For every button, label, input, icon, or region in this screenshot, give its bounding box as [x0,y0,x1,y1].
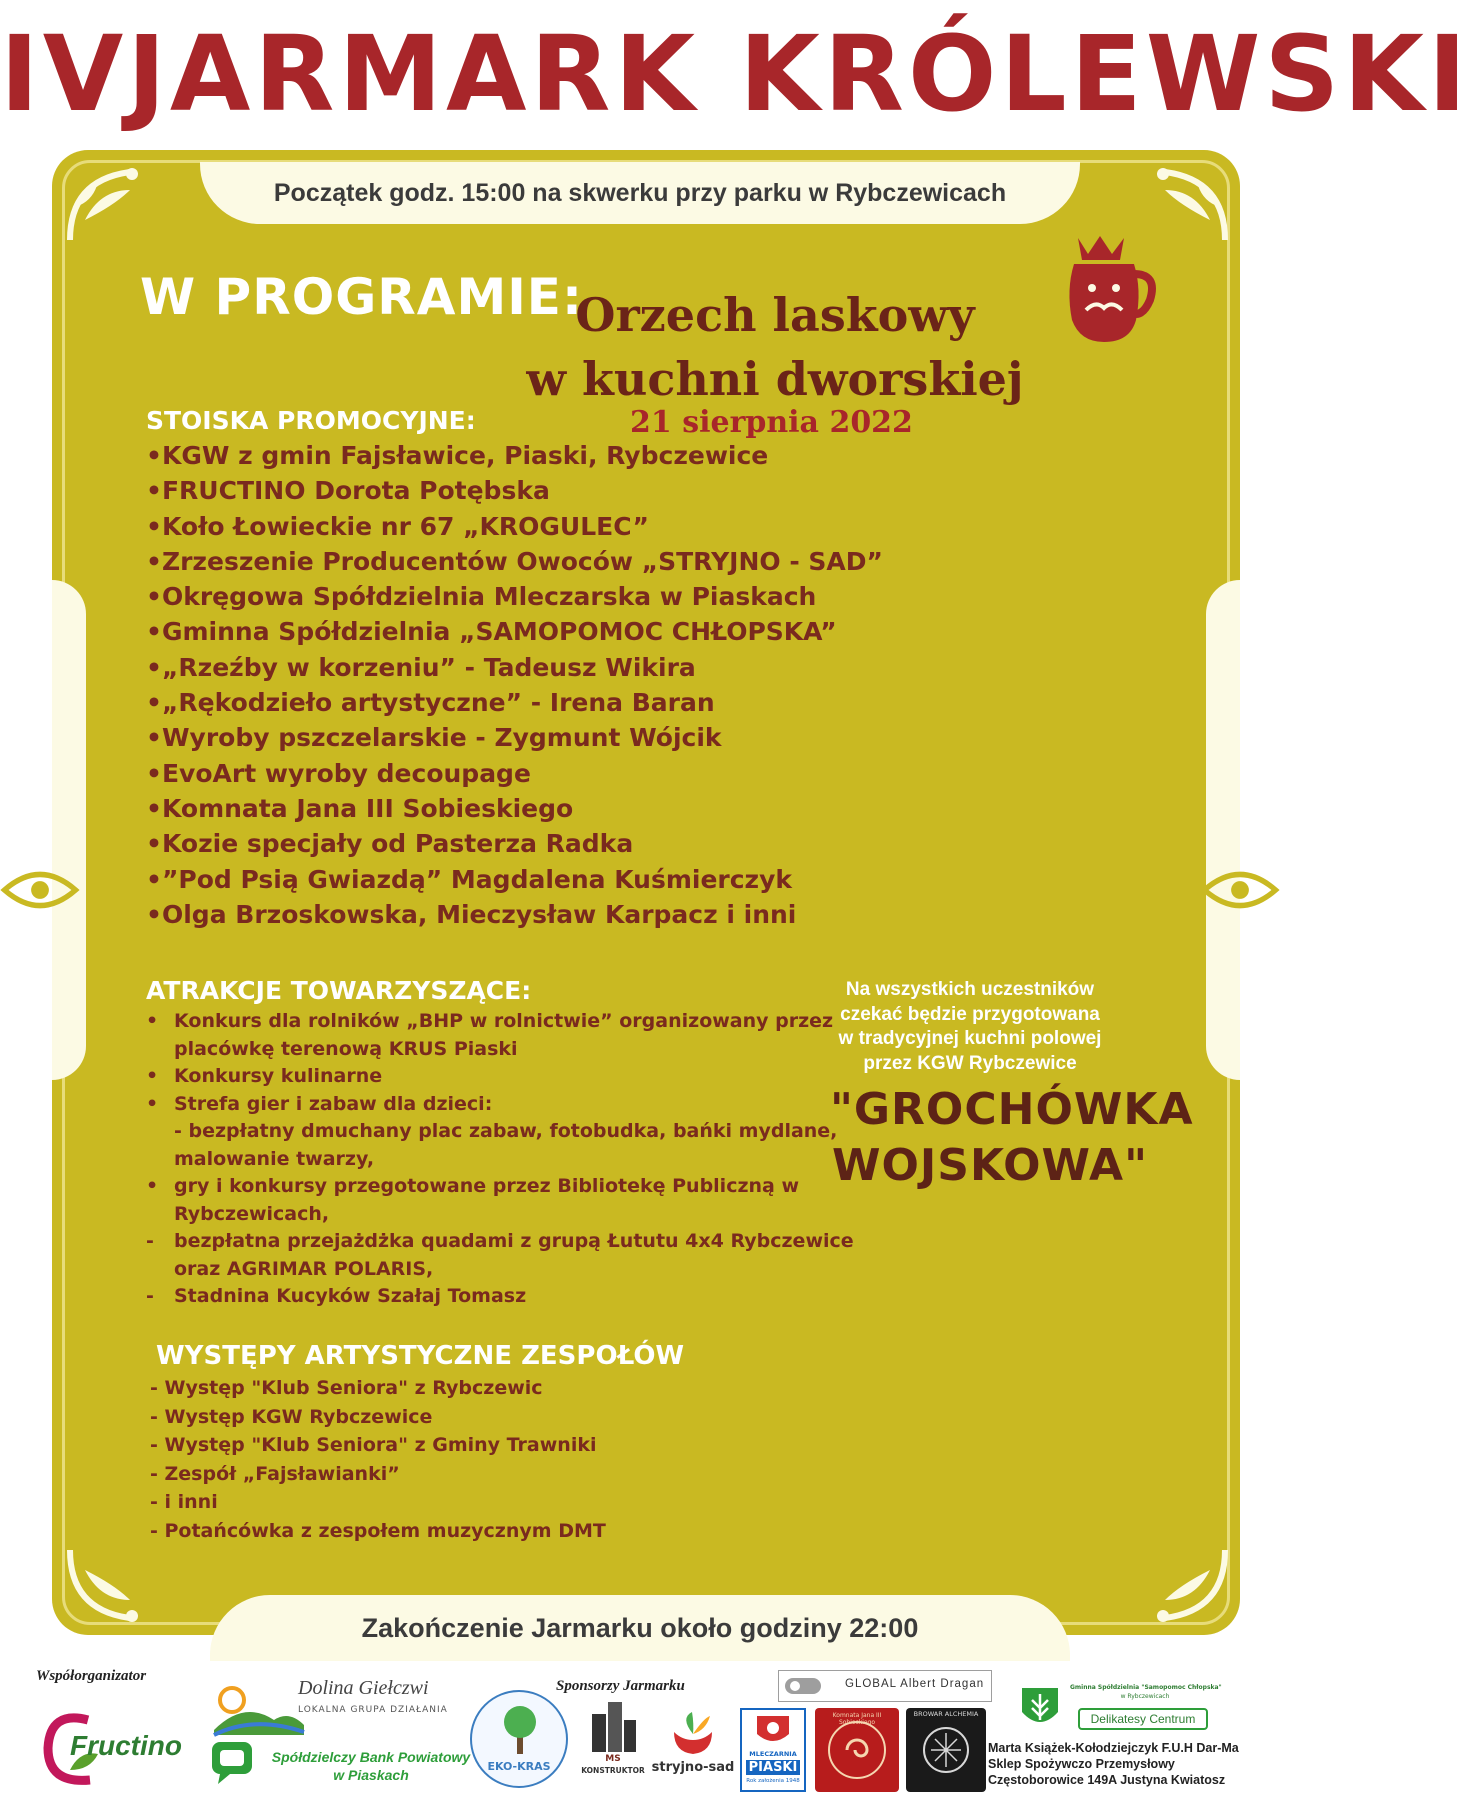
tree-icon [490,1704,550,1754]
list-item: •Olga Brzoskowska, Mieczysław Karpacz i inni [146,899,797,929]
landscape-icon [214,1680,304,1735]
soup-dish-line: "GROCHÓWKA [830,1084,1194,1135]
list-item: •„Rękodzieło artystyczne” - Irena Baran [146,688,715,718]
browar-logo [906,1708,986,1792]
list-item: •EvoArt wyroby decoupage [146,758,531,788]
global-name: GLOBAL Albert Dragan [845,1678,985,1690]
list-marker: • [146,1065,159,1087]
mleczarnia-top: MLECZARNIA [749,1750,797,1758]
spiral-emblem-icon [826,1719,888,1781]
soup-dish-line: WOJSKOWA" [831,1140,1149,1191]
side-panel-right [1206,580,1240,1080]
list-item: - Występ "Klub Seniora" z Rybczewic [150,1377,543,1399]
attractions-list [146,1008,866,1311]
dolina-logo [214,1675,454,1740]
list-item: - Potańcówka z zespołem muzycznym DMT [150,1519,606,1542]
list-item-text: Strefa gier i zabaw dla dzieci: [174,1092,493,1115]
program-label: W PROGRAMIE: [140,268,583,326]
komnata-logo [815,1708,899,1792]
bank-line-2: w Piaskach [333,1767,409,1783]
event-date: 21 sierpnia 2022 [630,405,913,440]
list-item: •KGW z gmin Fajsławice, Piaski, Rybczewice [146,441,769,470]
list-item-text: gry i konkursy przegotowane przez Bibliotekę Publiczną w Rybczewicach, [174,1175,800,1225]
list-item-text: Stadnina Kucyków Szałaj Tomasz [174,1285,527,1307]
list-marker: - [146,1230,154,1252]
bank-line-1: Spółdzielczy Bank Powiatowy [271,1749,471,1765]
folk-ornament-icon [60,160,150,250]
list-item [146,1173,866,1228]
fructino-logo [40,1700,210,1790]
folk-ornament-icon [1145,1540,1235,1630]
list-item [146,1228,866,1283]
list-item: •”Pod Psią Gwiazdą” Magdalena Kuśmierczyk [146,864,793,894]
performances-list [150,1374,870,1546]
dolina-title: Dolina Giełczwi [298,1677,429,1699]
list-item: •Kozie specjały od Pasterza Radka [146,829,634,859]
soup-note-line: Na wszystkich uczestników [845,979,1095,1000]
soup-note-line: czekać będzie przygotowana [840,1003,1100,1025]
list-item: •Zrzeszenie Producentów Owoców „STRYJNO - SAD” [146,546,883,576]
stryjno-name: stryjno-sad [651,1760,735,1775]
wheat-emblem-icon [1018,1684,1062,1732]
list-item [146,1118,866,1173]
speech-bubble-icon [210,1740,254,1784]
list-marker: • [146,1092,159,1115]
alchemy-emblem-icon [919,1723,973,1777]
attractions-heading: ATRAKCJE TOWARZYSZĄCE: [146,976,532,1005]
sponsor-text-block [988,1740,1278,1788]
list-item: •Koło Łowieckie nr 67 „KROGULEC” [146,511,649,541]
sponsor-line: Marta Książek-Kołodziejczyk F.U.H Dar-Ma [988,1741,1239,1755]
global-badge-icon [783,1674,823,1698]
list-marker: • [146,1010,159,1032]
mleczarnia-logo [740,1708,806,1792]
folk-ornament-icon [0,850,80,930]
bank-logo [210,1740,480,1800]
gs-town: w Rybczewicach [1120,1693,1170,1700]
list-item: •Okręgowa Spółdzielnia Mleczarska w Piaskach [146,582,817,612]
theme-line-1: Orzech laskowy [575,288,975,342]
list-item: •Wyroby pszczelarskie - Zygmunt Wójcik [146,723,722,753]
list-item-text: bezpłatna przejażdżka quadami z grupą Łututu 4x4 Rybczewice oraz AGRIMAR POLARIS, [174,1230,854,1280]
ms-name: KONSTRUKTOR [581,1766,645,1775]
list-item [146,1063,866,1091]
soup-note-line: w tradycyjnej kuchni polowej [838,1028,1102,1049]
list-item [146,1008,866,1063]
soup-note-line: przez KGW Rybczewice [863,1052,1077,1074]
list-item: - i inni [150,1491,218,1514]
list-item: - Zespół „Fajsławianki” [150,1462,400,1485]
global-logo [778,1670,992,1702]
list-item: - Występ KGW Rybczewice [150,1405,433,1428]
stands-list [146,438,906,932]
stryjno-logo [650,1708,736,1788]
folk-ornament-icon [60,1540,150,1630]
ms-konstruktor-logo [582,1700,644,1790]
list-item-text: Konkursy kulinarne [174,1065,383,1087]
list-item-text: - bezpłatny dmuchany plac zabaw, fotobudka, bańki mydlane, malowanie twarzy, [174,1120,838,1170]
list-item-text: Konkurs dla rolników „BHP w rolnictwie” organizowany przez placówkę terenową KRUS Piaski [174,1010,834,1060]
gs-delikatesy-logo [1018,1684,1222,1738]
theme-title [470,283,1080,412]
list-item: - Występ "Klub Seniora" z Gminy Trawniki [150,1434,597,1457]
performances-heading: WYSTĘPY ARTYSTYCZNE ZESPOŁÓW [156,1341,685,1371]
sponsors-label: Sponsorzy Jarmarku [556,1678,685,1694]
end-info: Zakończenie Jarmarku około godziny 22:00 [210,1595,1070,1661]
folk-ornament-icon [1200,850,1280,930]
komnata-name: Komnata Jana III Sobieskiego [832,1712,882,1726]
list-item: •Komnata Jana III Sobieskiego [146,793,574,823]
start-info: Początek godz. 15:00 na skwerku przy parku w Rybczewicach [200,162,1080,224]
fructino-name: Fructino [70,1730,182,1761]
mleczarnia-sub: Rok założenia 1948 [746,1778,800,1784]
browar-name: BROWAR ALCHEMIA [913,1710,979,1718]
list-item: •FRUCTINO Dorota Potębska [146,476,550,506]
list-marker: • [146,1175,159,1197]
theme-line-2: w kuchni dworskiej [526,352,1024,407]
ekokras-name: EKO-KRAS [487,1760,551,1773]
cow-crest-icon [753,1714,793,1748]
delikatesy-badge: Delikatesy Centrum [1078,1708,1208,1730]
stands-heading: STOISKA PROMOCYJNE: [146,406,476,435]
bank-name [266,1748,476,1784]
gs-name: Gminna Spółdzielnia "Samopomoc Chłopska" [1070,1684,1222,1691]
list-item [146,1091,866,1119]
fruit-icon [670,1708,716,1756]
ekokras-logo [470,1690,568,1788]
dolina-subtitle: LOKALNA GRUPA DZIAŁANIA [298,1705,448,1715]
building-icon [588,1700,638,1752]
list-item: •„Rzeźby w korzeniu” - Tadeusz Wikira [146,652,696,682]
sponsor-line: Sklep Spożywczo Przemysłowy [988,1757,1175,1771]
ms-small-label: MS [605,1754,621,1764]
side-panel-left [52,580,86,1080]
crowned-jug-icon [1050,230,1160,350]
soup-note [800,978,1140,1076]
coorganizer-label: Współorganizator [36,1668,147,1684]
list-item: •Gminna Spółdzielnia „SAMOPOMOC CHŁOPSKA” [146,617,837,647]
poster-title: IVJARMARK KRÓLEWSKI [0,13,1471,135]
list-item [146,1283,866,1311]
soup-dish-title [830,1082,1194,1194]
list-marker: - [146,1285,154,1307]
mleczarnia-name: PIASKI [746,1760,800,1775]
sponsor-line: Częstoborowice 149A Justyna Kwiatosz [988,1773,1226,1787]
